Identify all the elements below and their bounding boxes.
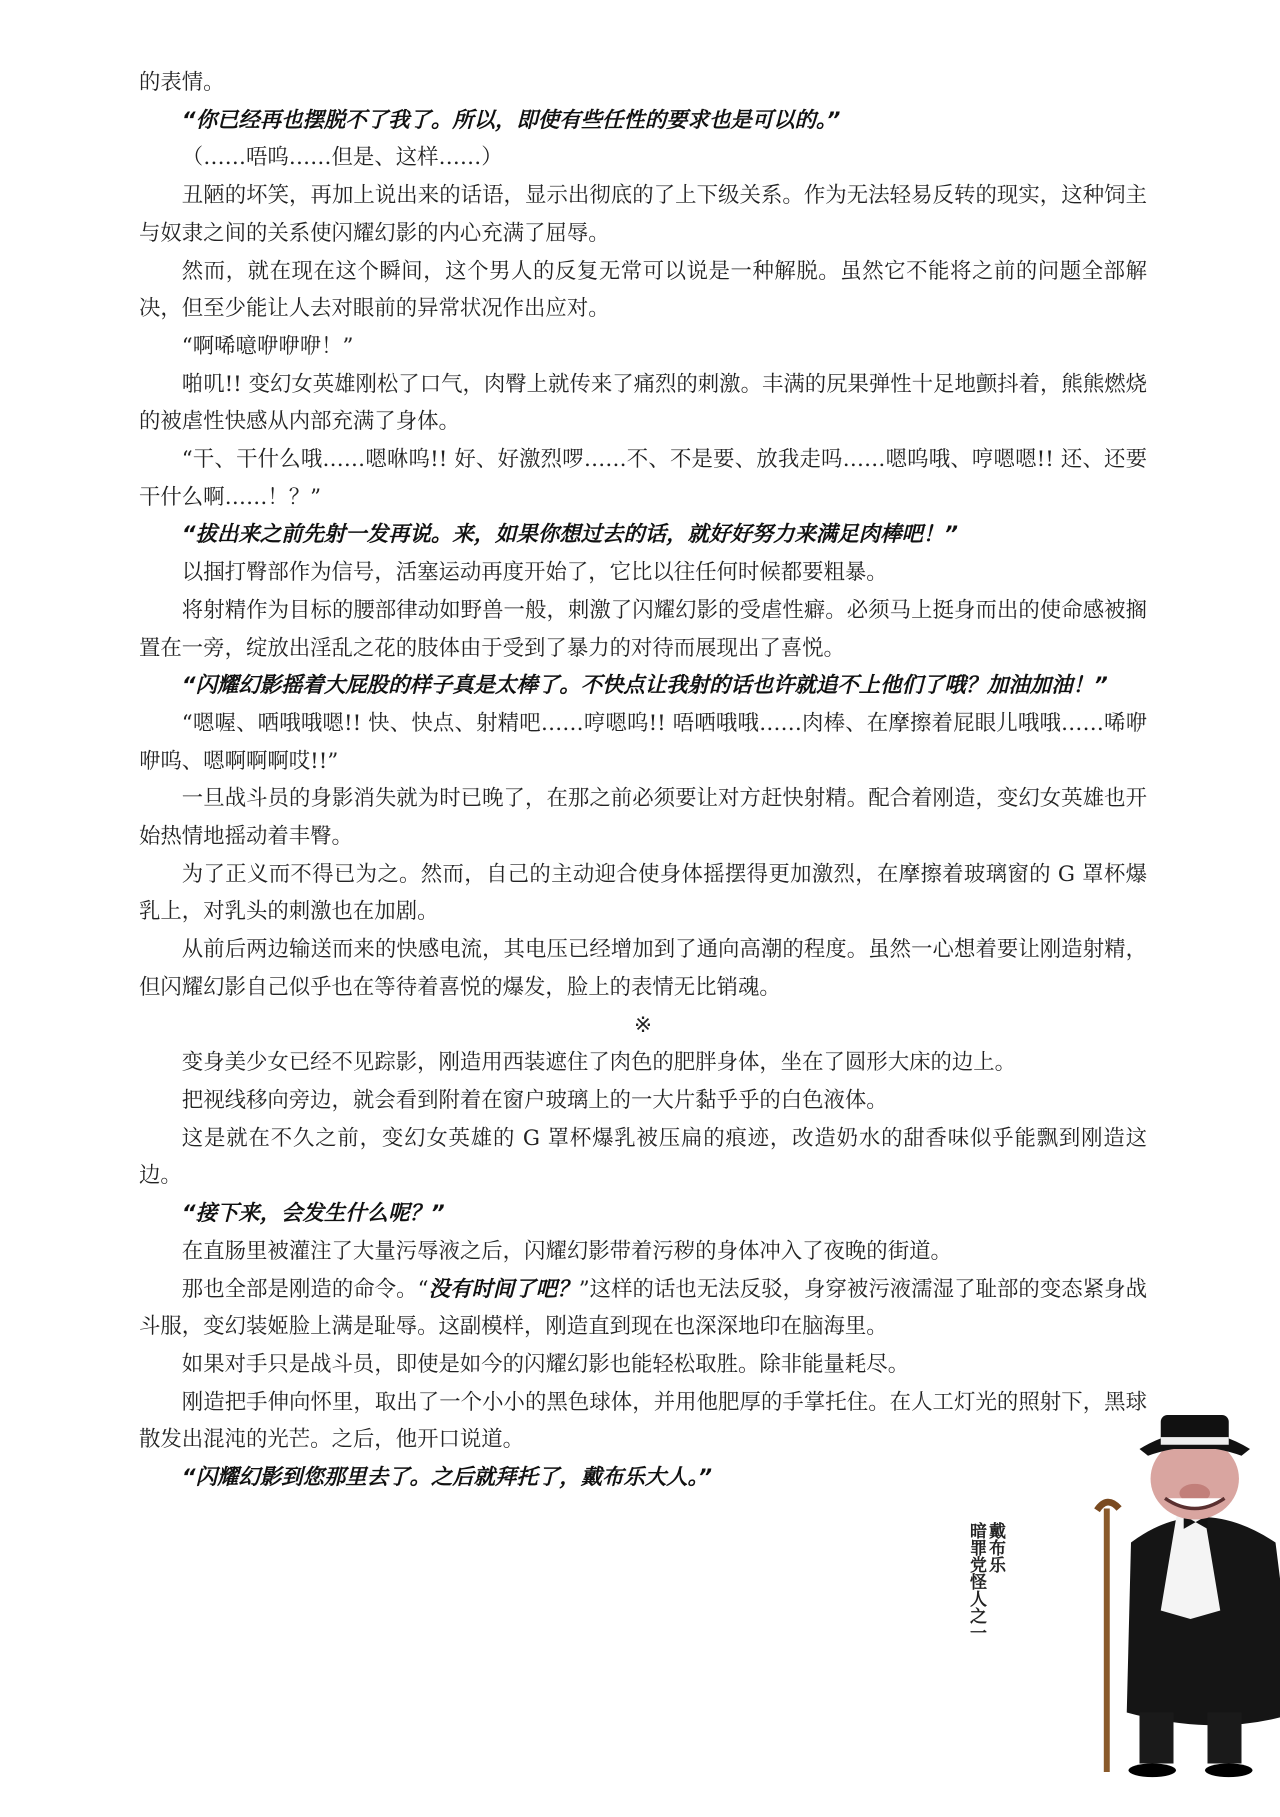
text-run: 把视线移向旁边，就会看到附着在窗户玻璃上的一大片黏乎乎的白色液体。 (181, 1087, 888, 1113)
text-run: 将射精作为目标的腰部律动如野兽一般，刺激了闪耀幻影的受虐性癖。必须马上挺身而出的使命感被搁置在一旁，绽放出淫乱之花的肢体由于受到了暴力的对待而展现出了喜悦。 (139, 597, 1147, 661)
paragraph (139, 592, 1147, 667)
text-run: 然而，就在现在这个瞬间，这个男人的反复无常可以说是一种解脱。虽然它不能将之前的问题全部解决，但至少能让人去对眼前的异常状况作出应对。 (139, 258, 1147, 322)
character-caption (966, 1522, 1005, 1641)
text-run: “干、干什么哦……嗯咻呜!! 好、好激烈啰……不、不是要、放我走吗……嗯呜哦、哼嗯嗯!! 还、还要干什么啊……！？” (139, 447, 1147, 510)
paragraph (139, 516, 1147, 554)
dialogue-emphasis: “闪耀幻影摇着大屁股的样子真是太棒了。不快点让我射的话也许就追不上他们了哦？加油加油！” (181, 673, 1108, 699)
text-run: 的表情。 (139, 70, 225, 95)
character-name: 戴布乐 (985, 1522, 1005, 1573)
paragraph (139, 780, 1147, 855)
paragraph (139, 667, 1147, 705)
text-run: 刚造把手伸向怀里，取出了一个小小的黑色球体，并用他肥厚的手掌托住。在人工灯光的照射下，黑球散发出混沌的光芒。之后，他开口说道。 (139, 1389, 1147, 1453)
dialogue-emphasis: “接下来，会发生什么呢？” (181, 1201, 445, 1227)
paragraph (139, 366, 1147, 441)
paragraph (139, 1195, 1147, 1233)
document-body (139, 64, 1147, 1497)
paragraph (139, 931, 1147, 1006)
text-run: 丑陋的坏笑，再加上说出来的话语，显示出彻底的了上下级关系。作为无法轻易反转的现实，这种饲主与奴隶之间的关系使闪耀幻影的内心充满了屈辱。 (139, 183, 1147, 246)
text-run: 为了正义而不得已为之。然而，自己的主动迎合使身体摇摆得更加激烈，在摩擦着玻璃窗的 G 罩杯爆乳上，对乳头的刺激也在加剧。 (139, 861, 1147, 925)
paragraph (139, 177, 1147, 252)
dialogue-emphasis: 没有时间了吧？ (428, 1276, 579, 1302)
character-title: 暗罪党怪人之一 (966, 1522, 986, 1641)
text-run: 从前后两边输送而来的快感电流，其电压已经增加到了通向高潮的程度。虽然一心想着要让刚造射精，但闪耀幻影自己似乎也在等待着喜悦的爆发，脸上的表情无比销魂。 (139, 937, 1147, 1000)
text-run: 一旦战斗员的身影消失就为时已晚了，在那之前必须要让对方赶快射精。配合着刚造，变幻女英雄也开始热情地摇动着丰臀。 (139, 786, 1147, 850)
paragraph (139, 64, 1147, 102)
paragraph (139, 856, 1147, 931)
paragraph (139, 705, 1147, 780)
paragraph (139, 1384, 1147, 1459)
dialogue-emphasis: “闪耀幻影到您那里去了。之后就拜托了，戴布乐大人。” (181, 1465, 713, 1491)
text-run: ※ (634, 1012, 652, 1038)
paragraph (139, 328, 1147, 366)
dialogue-emphasis: “你已经再也摆脱不了我了。所以，即使有些任性的要求也是可以的。” (181, 107, 841, 133)
section-separator (139, 1007, 1147, 1045)
text-run: 变身美少女已经不见踪影，刚造用西装遮住了肉色的肥胖身体，坐在了圆形大床的边上。 (181, 1050, 1017, 1076)
text-run: 啪叽!! 变幻女英雄刚松了口气，肉臀上就传来了痛烈的刺激。丰满的尻果弹性十足地颤抖着，熊熊燃烧的被虐性快感从内部充满了身体。 (139, 371, 1147, 435)
text-run: “啊唏噫咿咿咿！” (181, 333, 354, 359)
paragraph (139, 554, 1147, 592)
paragraph (139, 1082, 1147, 1120)
paragraph (139, 1044, 1147, 1082)
paragraph (139, 139, 1147, 177)
text-run: 在直肠里被灌注了大量污辱液之后，闪耀幻影带着污秽的身体冲入了夜晚的街道。 (181, 1238, 952, 1264)
text-run: 如果对手只是战斗员，即使是如今的闪耀幻影也能轻松取胜。除非能量耗尽。 (181, 1351, 910, 1377)
text-run: 以掴打臀部作为信号，活塞运动再度开始了，它比以往任何时候都要粗暴。 (181, 560, 888, 586)
paragraph (139, 1120, 1147, 1195)
paragraph (139, 1271, 1147, 1346)
text-run: 那也全部是刚造的命令。“ (181, 1276, 429, 1302)
dialogue-emphasis: “拔出来之前先射一发再说。来，如果你想过去的话，就好好努力来满足肉棒吧！” (181, 522, 959, 548)
text-run: 这是就在不久之前，变幻女英雄的 G 罩杯爆乳被压扁的痕迹，改造奶水的甜香味似乎能飘到刚造这边。 (139, 1125, 1147, 1189)
paragraph (139, 102, 1147, 140)
character-illustration (1040, 1400, 1280, 1817)
text-run: ”这样的话也无法反驳，身穿被污液濡湿了耻部的变态紧身战斗服，变幻装姬脸上满是耻辱。这副模样，刚造直到现在也深深地印在脑海里。 (139, 1276, 1148, 1340)
text-run: （……唔呜……但是、这样……） (181, 145, 503, 171)
paragraph (139, 1459, 1147, 1497)
cane-icon (1097, 1502, 1119, 1772)
paragraph (139, 253, 1147, 328)
paragraph (139, 1233, 1147, 1271)
text-run: “嗯喔、哂哦哦嗯!! 快、快点、射精吧……哼嗯呜!! 唔哂哦哦……肉棒、在摩擦着屁眼儿哦哦……唏咿咿呜、嗯啊啊啊哎!!” (139, 710, 1147, 774)
paragraph (139, 1346, 1147, 1384)
paragraph (139, 441, 1147, 516)
